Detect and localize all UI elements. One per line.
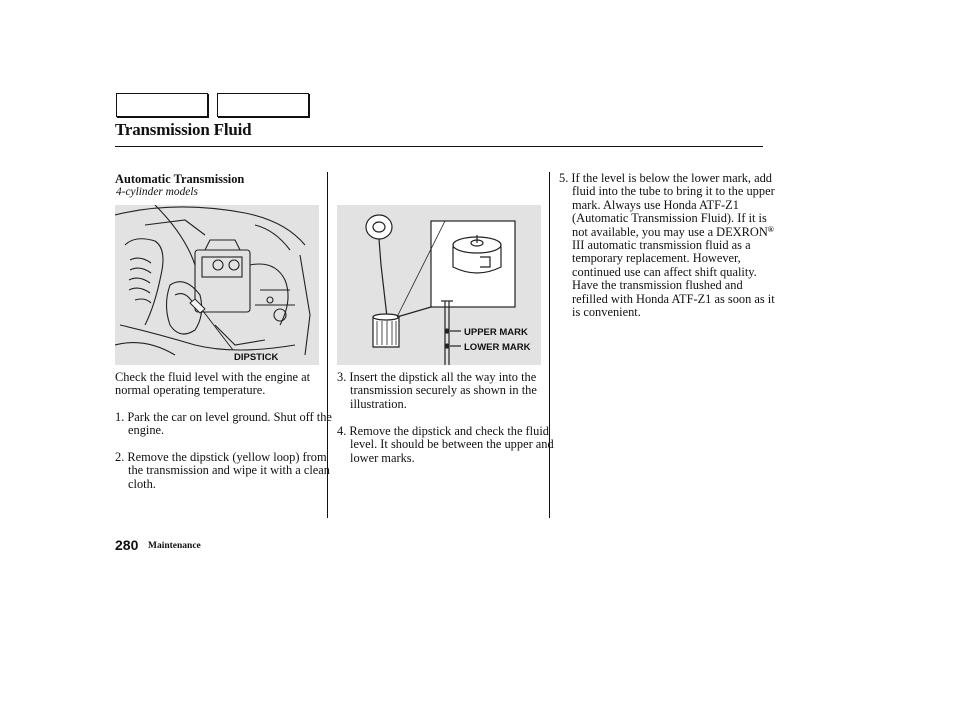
step-2: 2. Remove the dipstick (yellow loop) from the transmission and wipe it with a clean cloth. [115,450,330,491]
footer-section-name: Maintenance [148,541,201,551]
upper-mark-label: UPPER MARK [464,327,528,338]
intro-paragraph: Check the fluid level with the engine at normal operating temperature. [115,370,311,398]
lower-mark-label: LOWER MARK [464,342,531,353]
section-subheading: 4-cylinder models [116,186,198,198]
engine-drawing [115,205,319,365]
dipstick-illustration [337,205,541,365]
step-1: 1. Park the car on level ground. Shut off the engine. [115,410,332,438]
engine-compartment-illustration [115,205,319,365]
title-rule [115,146,763,147]
step-4: 4. Remove the dipstick and check the fluid level. It should be between the upper and lower marks. [337,424,554,465]
section-tab-1 [116,93,208,117]
column-divider-2 [549,172,550,518]
step-5-text-a: 5. If the level is below the lower mark, add fluid into the tube to bring it to the upper mark. Always use Honda ATF-Z1 (Automatic Transmission Fluid). If it is not available, you may use a DEXRON [559,171,775,239]
registered-mark: ® [767,224,774,234]
dipstick-label: DIPSTICK [234,352,279,363]
section-tab-2 [217,93,309,117]
step-5-text-b: III automatic transmission fluid as a temporary replacement. However, continued use can affect shift quality. Have the transmission flushed and refilled with Honda ATF-Z1 as soon as it is convenient. [572,238,775,320]
section-heading: Automatic Transmission [115,172,245,186]
step-3: 3. Insert the dipstick all the way into the transmission securely as shown in the illustration. [337,370,537,411]
step-5 [559,172,777,319]
page-title: Transmission Fluid [115,120,252,139]
page-number: 280 [115,537,139,553]
dipstick-drawing [337,205,541,365]
